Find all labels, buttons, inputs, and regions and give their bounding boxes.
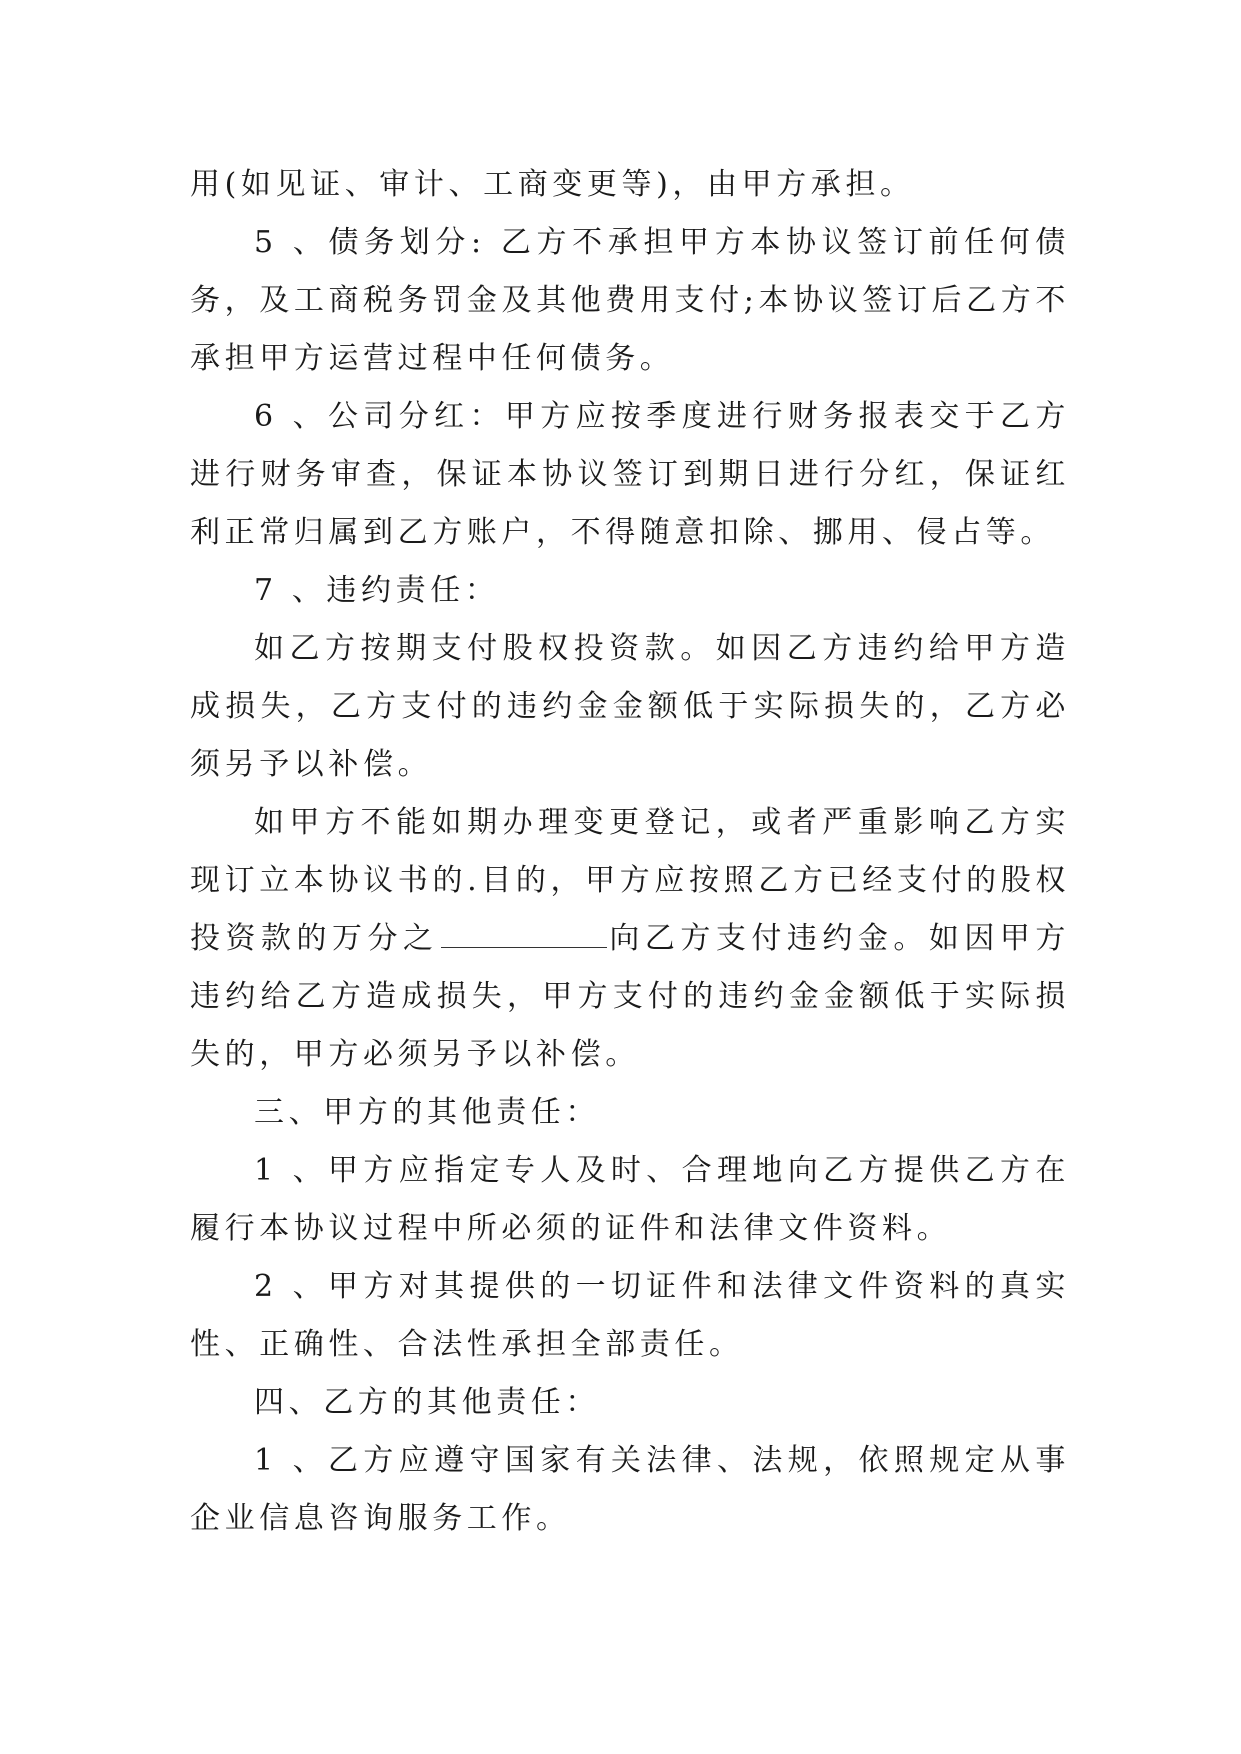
document-body: [190, 156, 1070, 1548]
fill-in-blank: [441, 923, 607, 948]
paragraph-party-a-breach: [190, 794, 1070, 1084]
paragraph-fee-bearing: 用(如见证、审计、工商变更等)，由甲方承担。: [190, 167, 915, 202]
paragraph-breach-heading: 7 、违约责任：: [254, 573, 500, 608]
paragraph-party-a-breach-before: 如甲方不能如期办理变更登记，或者严重影响乙方实现订立本协议书的.目的，甲方应按照乙方已经支付的股权投资款的万分之: [190, 805, 1070, 956]
paragraph-dividend: 6 、公司分红：甲方应按季度进行财务报表交于乙方进行财务审查，保证本协议签订到期日进行分红，保证红利正常归属到乙方账户，不得随意扣除、挪用、侵占等。: [190, 399, 1070, 550]
paragraph-party-a-item-1: 1 、甲方应指定专人及时、合理地向乙方提供乙方在履行本协议过程中所必须的证件和法律文件资料。: [190, 1153, 1070, 1246]
paragraph-party-a-breach-after: 向乙方支付违约金。如因甲方违约给乙方造成损失，甲方支付的违约金金额低于实际损失的，甲方必须另予以补偿。: [190, 921, 1070, 1072]
paragraph-debt-division: 5 、债务划分: 乙方不承担甲方本协议签订前任何债务，及工商税务罚金及其他费用支付;本协议签订后乙方不承担甲方运营过程中任何债务。: [190, 225, 1070, 376]
paragraph-party-b-item-1: 1 、乙方应遵守国家有关法律、法规，依照规定从事企业信息咨询服务工作。: [190, 1443, 1070, 1536]
paragraph-party-b-breach: 如乙方按期支付股权投资款。如因乙方违约给甲方造成损失，乙方支付的违约金金额低于实际损失的，乙方必须另予以补偿。: [190, 631, 1070, 782]
section-heading-party-b: 四、乙方的其他责任：: [254, 1385, 600, 1420]
paragraph-party-a-item-2: 2 、甲方对其提供的一切证件和法律文件资料的真实性、正确性、合法性承担全部责任。: [190, 1269, 1070, 1362]
section-heading-party-a: 三、甲方的其他责任：: [254, 1095, 600, 1130]
